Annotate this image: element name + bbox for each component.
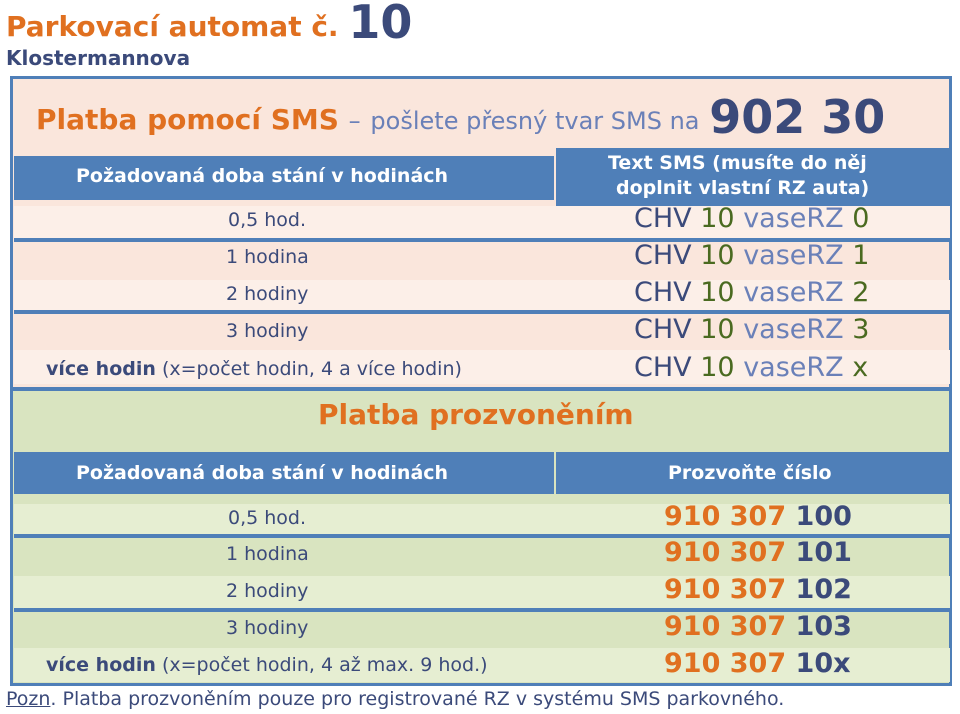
sms-row-code: CHV 10 vaseRZ 3 xyxy=(634,314,870,345)
call-row-number: 910 307 101 xyxy=(664,537,852,568)
sms-heading-bold: Platba pomocí SMS xyxy=(36,103,339,136)
sms-row-duration: 0,5 hod. xyxy=(228,209,307,231)
call-column-header-duration xyxy=(14,452,554,494)
sms-number: 902 30 xyxy=(709,90,886,144)
sms-col-right-line1: Text SMS (musíte do něj xyxy=(608,152,867,174)
sms-row-code: CHV 10 vaseRZ 2 xyxy=(634,277,870,308)
call-col-left-label: Požadovaná doba stání v hodinách xyxy=(76,462,449,484)
sms-row-code: CHV 10 vaseRZ x xyxy=(634,352,869,383)
call-row-number: 910 307 100 xyxy=(664,501,852,532)
call-heading: Platba prozvoněním xyxy=(318,398,634,431)
call-column-header-number xyxy=(556,452,950,494)
page-title xyxy=(6,0,412,49)
sms-col-right-line2: doplnit vlastní RZ auta) xyxy=(616,177,870,199)
call-col-right-label: Prozvoňte číslo xyxy=(668,462,832,484)
sms-row-code: CHV 10 vaseRZ 1 xyxy=(634,240,870,271)
call-row-duration: 2 hodiny xyxy=(226,580,309,602)
footnote-prefix: Pozn xyxy=(6,688,51,710)
call-row-number: 910 307 102 xyxy=(664,574,852,605)
machine-number: 10 xyxy=(348,0,413,49)
sms-column-header-duration xyxy=(14,156,554,200)
sms-col-left-label: Požadovaná doba stání v hodinách xyxy=(76,165,449,187)
call-row-duration: 0,5 hod. xyxy=(228,507,307,529)
sms-row-duration: 3 hodiny xyxy=(226,320,309,342)
call-row-number: 910 307 10x xyxy=(664,648,851,679)
footnote-text: . Platba prozvoněním pouze pro registrované RZ v systému SMS parkovného. xyxy=(50,688,785,710)
call-row-number: 910 307 103 xyxy=(664,611,852,642)
footnote xyxy=(6,688,784,710)
sms-row-code: CHV 10 vaseRZ 0 xyxy=(634,203,870,234)
sms-heading-dash: – xyxy=(348,107,361,135)
call-row-duration: 3 hodiny xyxy=(226,617,309,639)
sms-row-duration: více hodin (x=počet hodin, 4 a více hodin) xyxy=(46,358,462,380)
call-row-duration: více hodin (x=počet hodin, 4 až max. 9 hod.) xyxy=(46,654,488,676)
sms-row-duration: 2 hodiny xyxy=(226,283,309,305)
sms-row-duration: 1 hodina xyxy=(226,246,309,268)
street-name: Klostermannova xyxy=(6,46,191,70)
call-row-duration: 1 hodina xyxy=(226,543,309,565)
sms-heading xyxy=(36,88,885,150)
sms-heading-light: pošlete přesný tvar SMS na xyxy=(370,107,700,135)
title-prefix: Parkovací automat č. xyxy=(6,10,339,43)
sms-column-header-text xyxy=(556,148,950,206)
